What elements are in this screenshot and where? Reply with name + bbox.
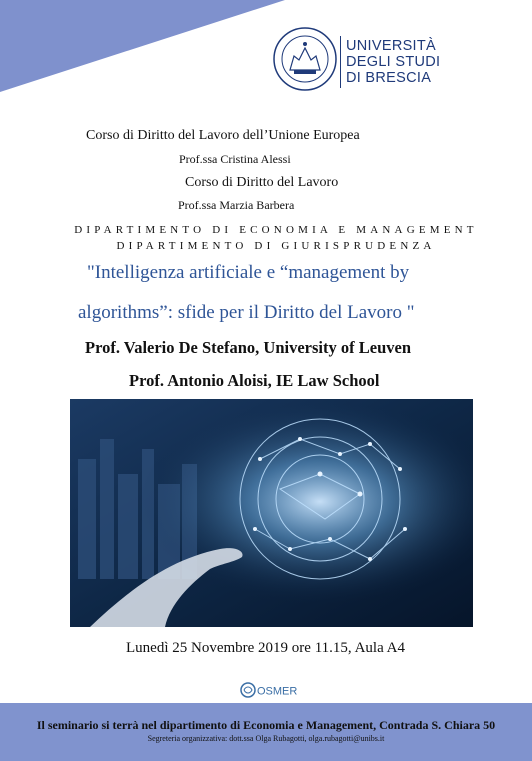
university-logo: [272, 26, 452, 98]
course-1-professor: Prof.ssa Cristina Alessi: [179, 152, 291, 166]
course-2-professor: Prof.ssa Marzia Barbera: [178, 198, 295, 212]
speaker-1: Prof. Valerio De Stefano, University of Leuven: [85, 338, 411, 357]
speaker-2: Prof. Antonio Aloisi, IE Law School: [129, 371, 380, 390]
osmer-logo-text: OSMER: [257, 685, 298, 698]
university-seal-icon: [272, 26, 338, 92]
header-banner: [0, 0, 532, 95]
footer-secretary: Segreteria organizzativa: dott.ssa Olga Rubagotti, olga.rubagotti@unibs.it: [147, 734, 385, 743]
department-law: DIPARTIMENTO DI GIURISPRUDENZA: [116, 240, 436, 252]
department-economics: DIPARTIMENTO DI ECONOMIA E MANAGEMENT: [74, 224, 478, 236]
course-2-name: Corso di Diritto del Lavoro: [185, 175, 339, 190]
logo-divider: [340, 36, 341, 88]
course-1-name: Corso di Diritto del Lavoro dell’Unione Europea: [86, 128, 360, 143]
footer-location: Il seminario si terrà nel dipartimento di Economia e Management, Contrada S. Chiara 50: [36, 718, 496, 732]
ai-hand-hero-image: [70, 399, 473, 627]
university-name: [346, 38, 440, 86]
university-name-line-3: DI BRESCIA: [346, 70, 432, 86]
osmer-logo: [240, 681, 310, 699]
seminar-title-line-1: "Intelligenza artificiale e “management by: [87, 262, 410, 283]
university-name-line-2: DEGLI STUDI: [346, 54, 441, 70]
event-date: Lunedì 25 Novembre 2019 ore 11.15, Aula A4: [126, 640, 405, 656]
university-name-line-1: UNIVERSITÀ: [346, 38, 437, 54]
seminar-title-line-2: algorithms”: sfide per il Diritto del Lavoro ": [78, 302, 415, 323]
